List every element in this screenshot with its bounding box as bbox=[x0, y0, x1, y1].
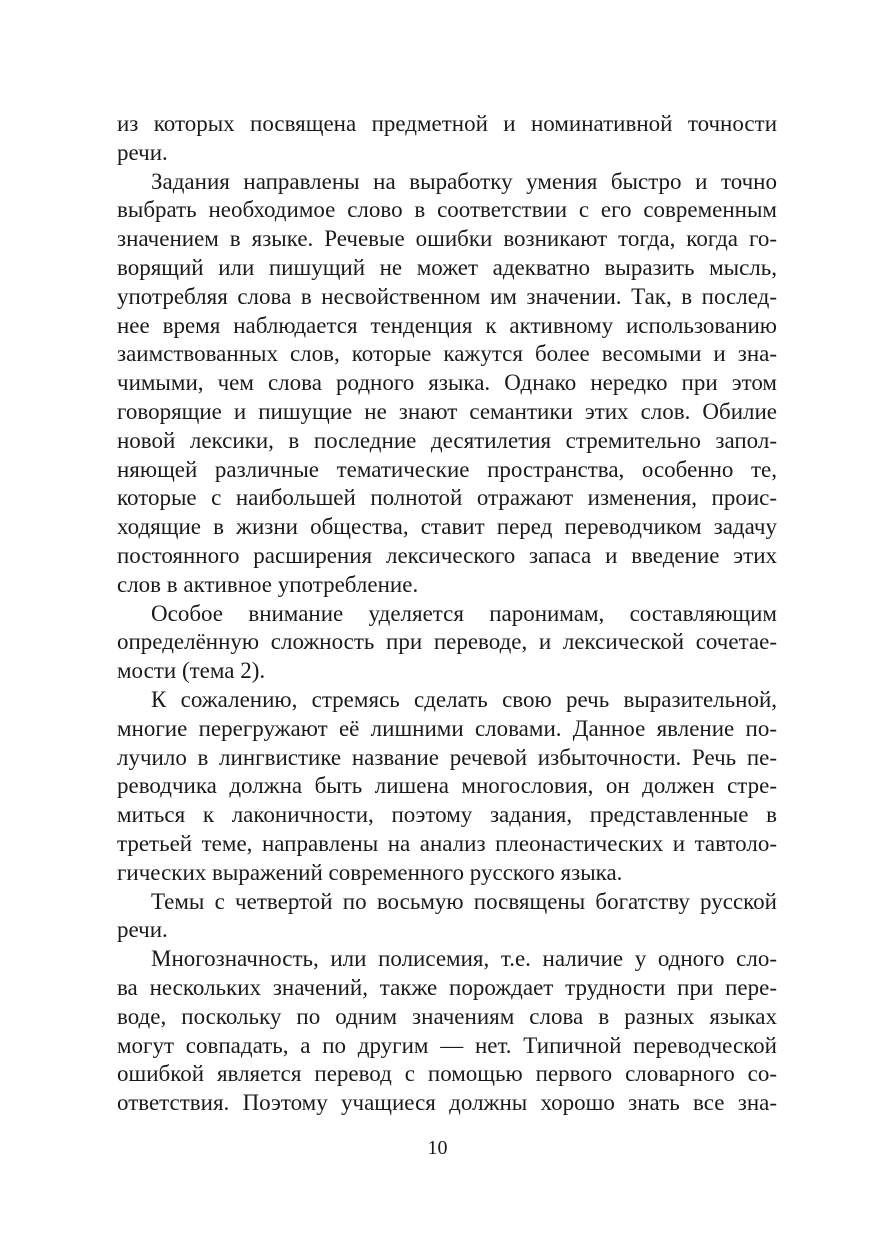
text-line: Темы с четвертой по восьмую посвящены богатству русской bbox=[151, 888, 777, 914]
text-line: третьей теме, направлены на анализ плеонастических и тавтоло- bbox=[117, 830, 777, 856]
text-line: нее время наблюдается тенденция к активному использованию bbox=[117, 312, 777, 338]
text-line: могут совпадать, а по другим — нет. Типичной переводческой bbox=[117, 1032, 777, 1058]
paragraph bbox=[117, 600, 777, 686]
text-line: речи. bbox=[117, 917, 168, 943]
text-line: Задания направлены на выработку умения быстро и точно bbox=[151, 168, 777, 194]
text-line: миться к лаконичности, поэтому задания, представленные в bbox=[117, 802, 777, 828]
text-line: воде, поскольку по одним значениям слова в разных языках bbox=[117, 1003, 777, 1029]
text-line: няющей различные тематические пространства, особенно те, bbox=[117, 456, 777, 482]
text-line: значением в языке. Речевые ошибки возникают тогда, когда го- bbox=[117, 226, 777, 252]
text-line: употребляя слова в несвойственном им значении. Так, в послед- bbox=[117, 283, 777, 309]
text-line: ходящие в жизни общества, ставит перед переводчиком задачу bbox=[117, 514, 777, 540]
text-line: чимыми, чем слова родного языка. Однако нередко при этом bbox=[117, 370, 777, 396]
text-line: гических выражений современного русского языка. bbox=[117, 859, 623, 885]
paragraph bbox=[117, 888, 777, 946]
text-line: речи. bbox=[117, 139, 168, 165]
text-line: лучило в лингвистике название речевой избыточности. Речь пе- bbox=[117, 744, 777, 770]
text-line: определённую сложность при переводе, и лексической сочетае- bbox=[117, 629, 777, 655]
text-line: которые с наибольшей полнотой отражают изменения, проис- bbox=[117, 485, 777, 511]
text-line: мости (тема 2). bbox=[117, 658, 266, 684]
text-line: постоянного расширения лексического запаса и введение этих bbox=[117, 542, 777, 568]
text-line: говорящие и пишущие не знают семантики этих слов. Обилие bbox=[117, 398, 777, 424]
text-line: К сожалению, стремясь сделать свою речь выразительной, bbox=[151, 686, 777, 712]
text-line: Многозначность, или полисемия, т.е. наличие у одного сло- bbox=[151, 946, 777, 972]
text-line: реводчика должна быть лишена многословия, он должен стре- bbox=[117, 773, 777, 799]
text-line: ва нескольких значений, также порождает трудности при пере- bbox=[117, 974, 777, 1000]
body-text bbox=[117, 110, 777, 1118]
paragraph bbox=[117, 168, 777, 600]
paragraph bbox=[117, 945, 777, 1118]
text-line: новой лексики, в последние десятилетия стремительно запол- bbox=[117, 427, 777, 453]
text-line: ответствия. Поэтому учащиеся должны хорошо знать все зна- bbox=[117, 1090, 777, 1116]
text-line: Особое внимание уделяется паронимам, составляющим bbox=[151, 600, 777, 626]
text-line: выбрать необходимое слово в соответствии с его современным bbox=[117, 197, 777, 223]
paragraph bbox=[117, 686, 777, 888]
paragraph bbox=[117, 110, 777, 168]
text-line: из которых посвящена предметной и номинативной точности bbox=[117, 111, 777, 136]
text-line: ворящий или пишущий не может адекватно выразить мысль, bbox=[117, 254, 777, 280]
text-line: многие перегружают её лишними словами. Данное явление по- bbox=[117, 715, 777, 741]
page-number: 10 bbox=[427, 1137, 448, 1159]
text-line: слов в активное употребление. bbox=[117, 571, 419, 597]
text-line: ошибкой является перевод с помощью первого словарного со- bbox=[117, 1061, 777, 1087]
text-line: заимствованных слов, которые кажутся более весомыми и зна- bbox=[117, 341, 777, 367]
